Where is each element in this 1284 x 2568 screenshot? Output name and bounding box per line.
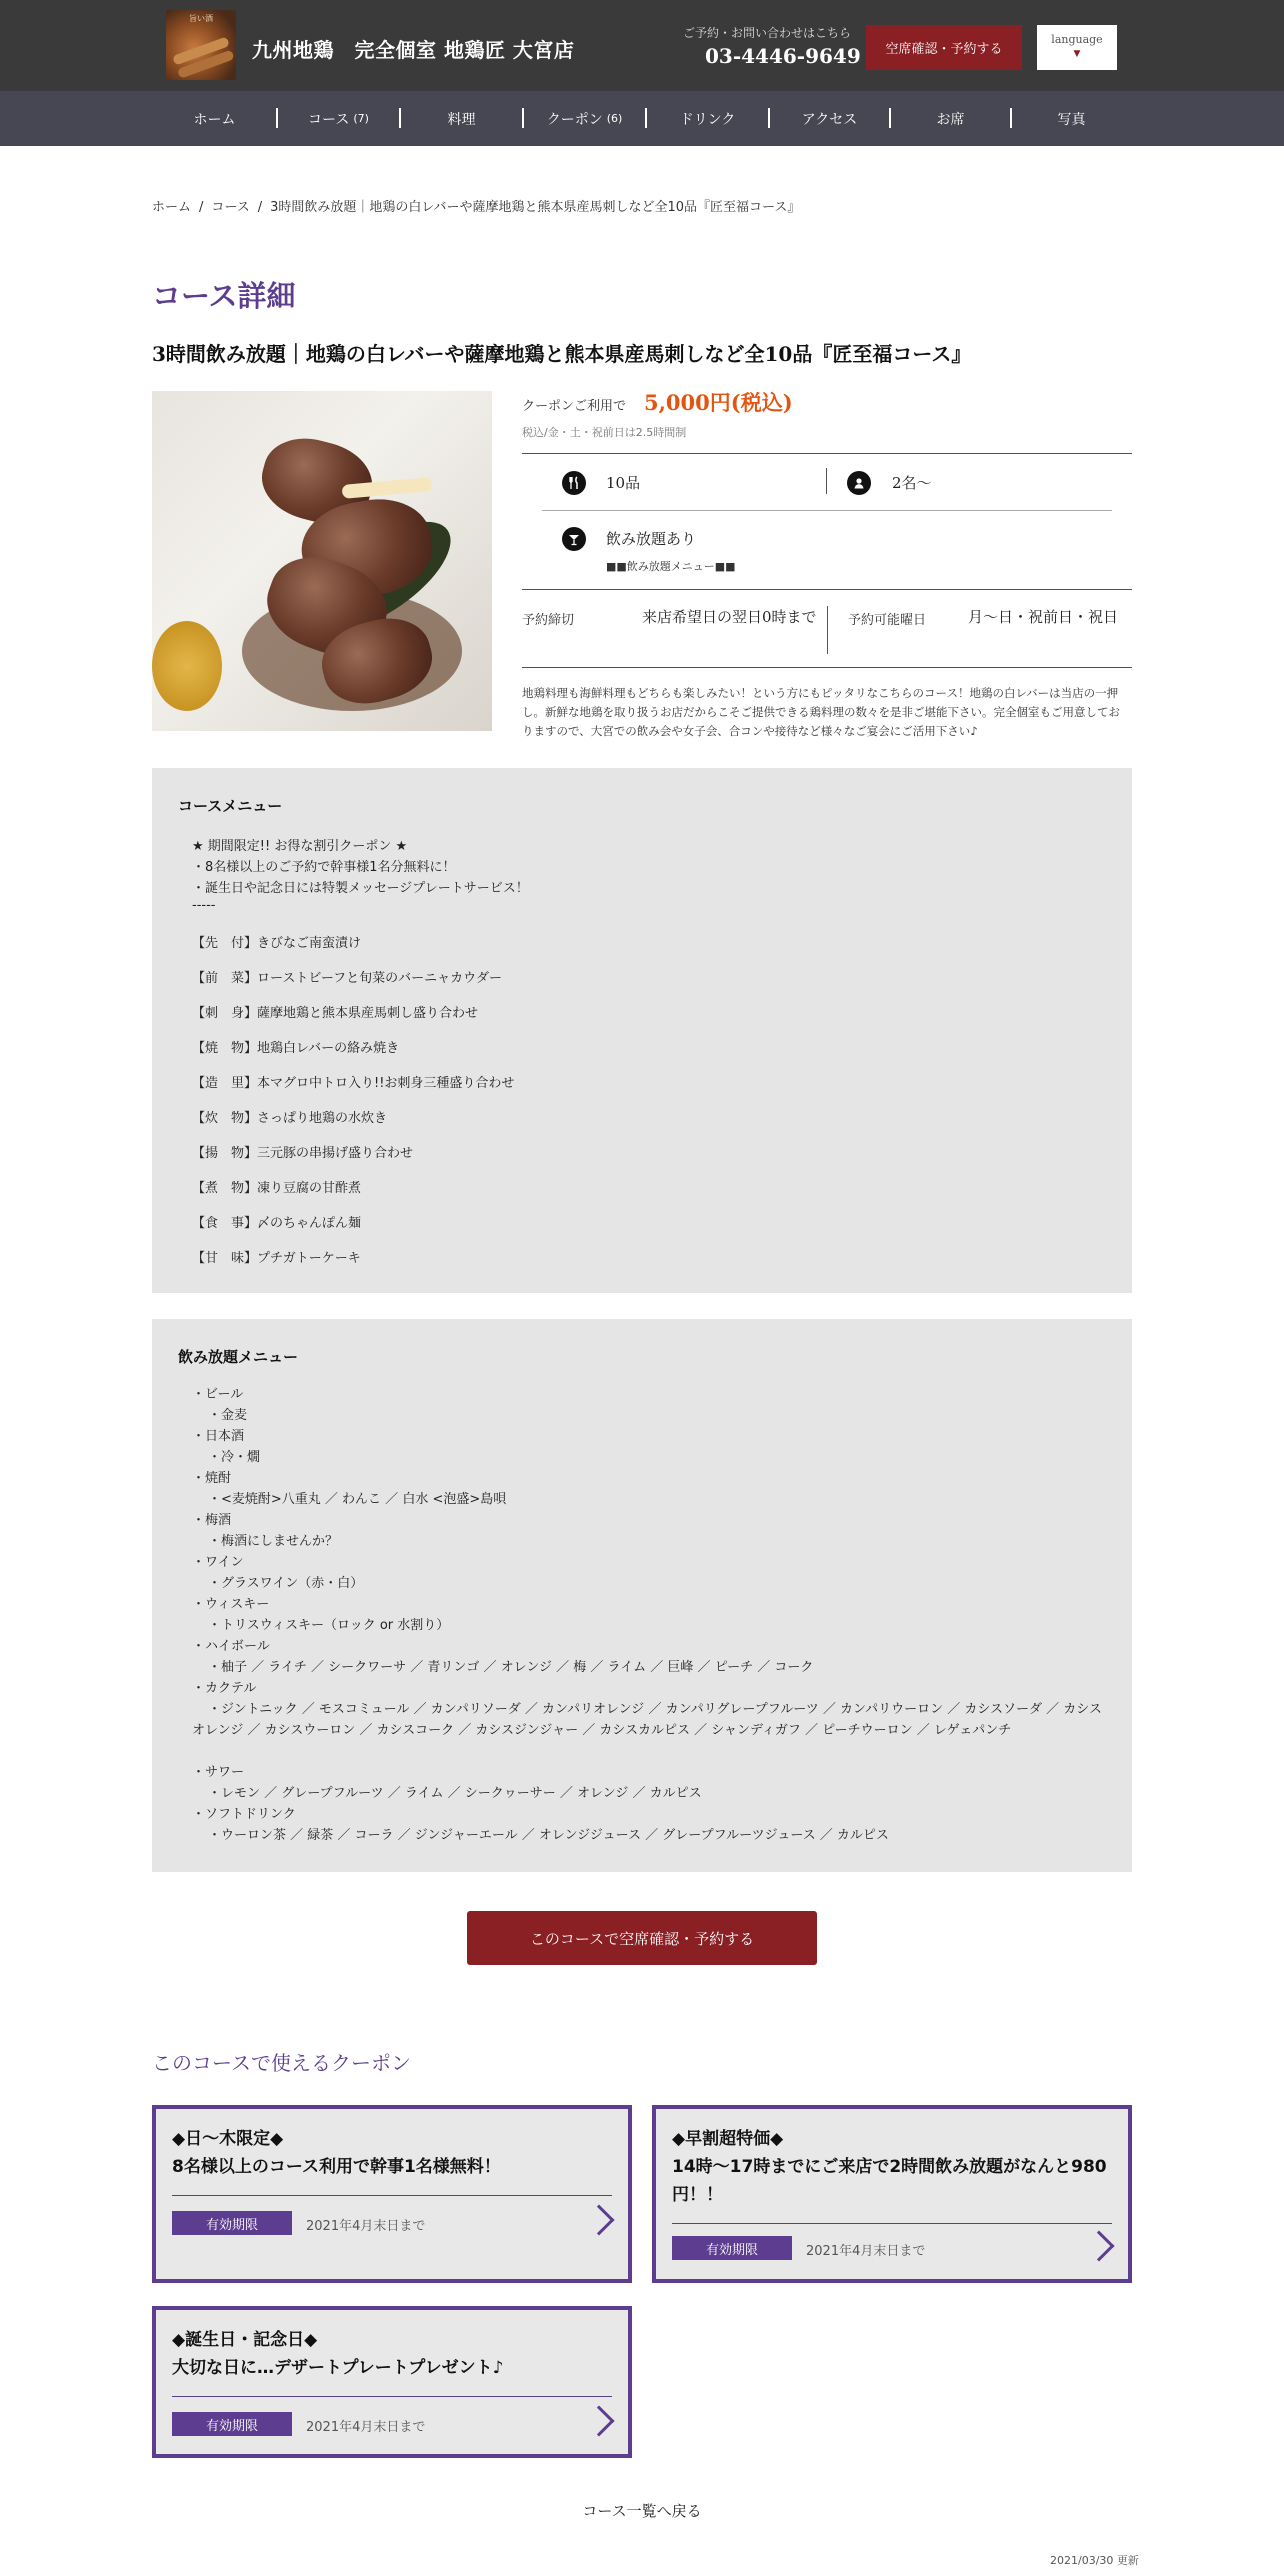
drink-item: ・柚子 ／ ライチ ／ シークワーサ ／ 青リンゴ ／ オレンジ ／ 梅 ／ ライム ／ 巨峰 ／ ピーチ ／ コーク [208,1660,814,1675]
menu-item: 【食 事】〆のちゃんぽん麺 [192,1216,362,1231]
coupon-name [172,2326,612,2382]
breadcrumb-separator: / [199,200,204,215]
menu-item: 【甘 味】プチガトーケーキ [192,1251,361,1266]
nav-label: アクセス [801,111,858,128]
days-value: 月〜日・祝前日・祝日 [968,608,1119,626]
drink-item: ・レモン ／ グレープフルーツ ／ ライム ／ シークヮーサー ／ オレンジ ／ カルピス [208,1786,702,1801]
nav-label: ホーム [193,111,236,128]
dish-count: 10品 [606,474,641,492]
breadcrumb-course[interactable]: コース [211,200,250,215]
course-reserve-button[interactable]: このコースで空席確認・予約する [467,1911,817,1965]
coupon-name-line: 14時～17時までにご来店で2時間飲み放題がなんと980円！！ [672,2157,1107,2205]
drink-available: 飲み放題あり [606,530,697,548]
coupon-name-line: 8名様以上のコース利用で幹事1名様無料！ [172,2157,501,2177]
nav-label: お席 [936,111,965,128]
drink-category: ・ソフトドリンク [192,1807,296,1822]
header-reserve-button[interactable]: 空席確認・予約する [866,25,1022,70]
menu-item: 【煮 物】凍り豆腐の甘酢煮 [192,1181,362,1196]
person-icon [847,471,871,495]
divider [522,589,1132,590]
divider [522,453,1132,454]
nav-label: 写真 [1057,111,1086,128]
nav-item-course[interactable] [277,91,400,146]
days-label: 予約可能曜日 [848,613,927,628]
coupon-card[interactable] [152,2105,632,2283]
coupon-name-line: 大切な日に…デザートプレートプレゼント♪ [172,2358,504,2378]
divider [542,510,1112,511]
menu-item: 【焼 物】地鶏白レバーの絡み焼き [192,1041,400,1056]
drink-item: ・ジントニック ／ モスコミュール ／ カンパリソーダ ／ カンパリオレンジ ／ カンパリグレープフルーツ ／ カンパリウーロン ／ カシスソーダ ／ カシスオレンジ ／ カシスウーロン ／ カシスコーク ／ カシスジンジャー ／ カシスカルピス ／ シャンディガフ ／ ピーチウーロン ／ レゲェパンチ [192,1702,1102,1738]
drink-item: ・グラスワイン（赤・白） [208,1576,364,1591]
chevron-right-icon[interactable] [583,2405,614,2436]
info-divider [827,606,828,654]
price-note: 税込/金・土・祝前日は2.5時間制 [522,426,687,439]
language-label: language [1051,33,1103,46]
menu-item: 【刺 身】薩摩地鶏と熊本県産馬刺し盛り合わせ [192,1006,479,1021]
shop-logo[interactable] [166,10,236,80]
drink-category: ・ワイン [192,1555,244,1570]
nav-item-photos[interactable] [1011,91,1132,146]
menu-intro-line: ----- [192,898,216,913]
drink-item: ・トリスウィスキー（ロック or 水割り） [208,1618,450,1633]
drink-category: ・ウィスキー [192,1597,270,1612]
phone-number[interactable]: 03-4446-9649 [705,44,861,68]
drink-category: ・サワー [192,1765,245,1780]
menu-item: 【先 付】きびなご南蛮漬け [192,936,362,951]
deadline-value: 来店希望日の翌日0時まで [642,608,817,626]
coupon-divider [672,2223,1112,2224]
valid-date: 2021年4月末日まで [306,2420,426,2435]
nav-count: (6) [606,112,623,125]
course-price: 5,000円(税込) [644,390,793,415]
breadcrumb-current: 3時間飲み放題｜地鶏の白レバーや薩摩地鶏と熊本県産馬刺しなど全10品『匠至福コース』 [270,200,801,215]
course-menu-title: コースメニュー [178,797,283,815]
menu-intro-line: ・8名様以上のご予約で幹事様1名分無料に！ [192,860,456,875]
nav-label: 料理 [447,111,476,128]
drink-category: ・ビール [192,1387,244,1402]
valid-badge: 有効期限 [172,2211,292,2235]
coupon-name-line: ◆誕生日・記念日◆ [172,2330,318,2350]
coupon-name-line: ◆日～木限定◆ [172,2129,284,2149]
course-title: 3時間飲み放題｜地鶏の白レバーや薩摩地鶏と熊本県産馬刺しなど全10品『匠至福コース』 [152,342,972,366]
cocktail-glass-icon [562,527,586,551]
drink-category: ・梅酒 [192,1513,232,1528]
valid-date: 2021年4月末日まで [306,2219,426,2234]
drink-item: ・冷・燗 [208,1450,261,1465]
coupon-section-title: このコースで使えるクーポン [152,2051,411,2075]
main-nav [0,91,1284,146]
nav-item-food[interactable] [400,91,523,146]
nav-label: クーポン [546,111,603,128]
drink-category: ・焼酎 [192,1471,232,1486]
chevron-right-icon[interactable] [583,2204,614,2235]
drink-category: ・カクテル [192,1681,257,1696]
nav-count: (7) [353,112,369,125]
nav-item-access[interactable] [769,91,890,146]
coupon-divider [172,2396,612,2397]
deadline-label: 予約締切 [522,613,575,628]
menu-item: 【揚 物】三元豚の串揚げ盛り合わせ [192,1146,414,1161]
shop-name[interactable]: 九州地鶏 完全個室 地鶏匠 大宮店 [252,38,575,62]
back-to-course-list-link[interactable]: コース一覧へ戻る [582,2502,702,2520]
drink-item: ・金麦 [208,1408,248,1423]
coupon-name [172,2125,612,2181]
drink-category: ・日本酒 [192,1429,245,1444]
people-count: 2名～ [892,474,932,492]
breadcrumb-home[interactable]: ホーム [152,200,192,215]
page-title: コース詳細 [152,279,296,313]
info-divider [826,468,827,494]
course-menu-box [152,768,1132,1293]
nav-item-home[interactable] [152,91,277,146]
valid-badge: 有効期限 [672,2236,792,2260]
nav-item-coupon[interactable] [523,91,646,146]
menu-intro-line: ・誕生日や記念日には特製メッセージプレートサービス！ [192,881,529,896]
coupon-name-line: ◆早割超特価◆ [672,2129,784,2149]
drink-item: ・<麦焼酎>八重丸 ／ わんこ ／ 白水 <泡盛>島唄 [208,1492,507,1507]
valid-date: 2021年4月末日まで [806,2244,926,2259]
valid-badge: 有効期限 [172,2412,292,2436]
header [0,0,1284,91]
coupon-divider [172,2195,612,2196]
skewer-image [172,36,230,65]
contact-label: ご予約・お問い合わせはこちら [683,26,852,40]
photo-mustard [152,621,222,711]
drink-category: ・ハイボール [192,1639,270,1654]
nav-label: ドリンク [679,111,736,128]
drink-menu-box [152,1319,1132,1872]
drink-item: ・ウーロン茶 ／ 緑茶 ／ コーラ ／ ジンジャーエール ／ オレンジジュース ／ グレープフルーツジュース ／ カルピス [208,1828,889,1843]
language-selector[interactable] [1037,25,1117,70]
breadcrumb-separator: / [257,200,263,215]
menu-item: 【炊 物】さっぱり地鶏の水炊き [192,1111,388,1126]
updated-date: 2021/03/30 更新 [1050,2554,1139,2567]
coupon-name [672,2125,1112,2209]
chevron-right-icon[interactable] [1083,2230,1114,2261]
course-description: 地鶏料理も海鮮料理もどちらも楽しみたい！という方にもピッタリなこちらのコース！地鶏の白レバーは当店の一押し。新鮮な地鶏を取り扱うお店だからこそご提供できる鶏料理の数々を是非ご堪能下さい。完全個室もご用意しておりますので、大宮での飲み会や女子会、合コンや接待など様々なご宴会にご活用下さい♪ [522,686,1120,738]
menu-item: 【前 菜】ローストビーフと旬菜のバーニャカウダー [192,971,503,986]
nav-item-drink[interactable] [646,91,769,146]
menu-item: 【造 里】本マグロ中トロ入り!!お刺身三種盛り合わせ [192,1076,515,1091]
menu-intro-line: ★ 期間限定!! お得な割引クーポン ★ [192,839,408,854]
divider [522,667,1132,668]
fork-knife-icon [562,471,586,495]
drink-item: ・梅酒にしませんか？ [208,1534,339,1549]
drink-menu-title: 飲み放題メニュー [178,1348,299,1366]
nav-item-seats[interactable] [890,91,1011,146]
coupon-price-label: クーポンご利用で [522,399,627,414]
logo-text: 旨い酒 [189,14,213,23]
coupon-card[interactable] [652,2105,1132,2283]
coupon-card[interactable] [152,2306,632,2458]
chevron-down-icon: ▼ [1073,49,1081,59]
nav-label: コース [308,111,350,128]
breadcrumb [152,196,800,215]
drink-menu-link[interactable]: ■■飲み放題メニュー■■ [606,560,736,573]
course-photo [152,391,492,731]
